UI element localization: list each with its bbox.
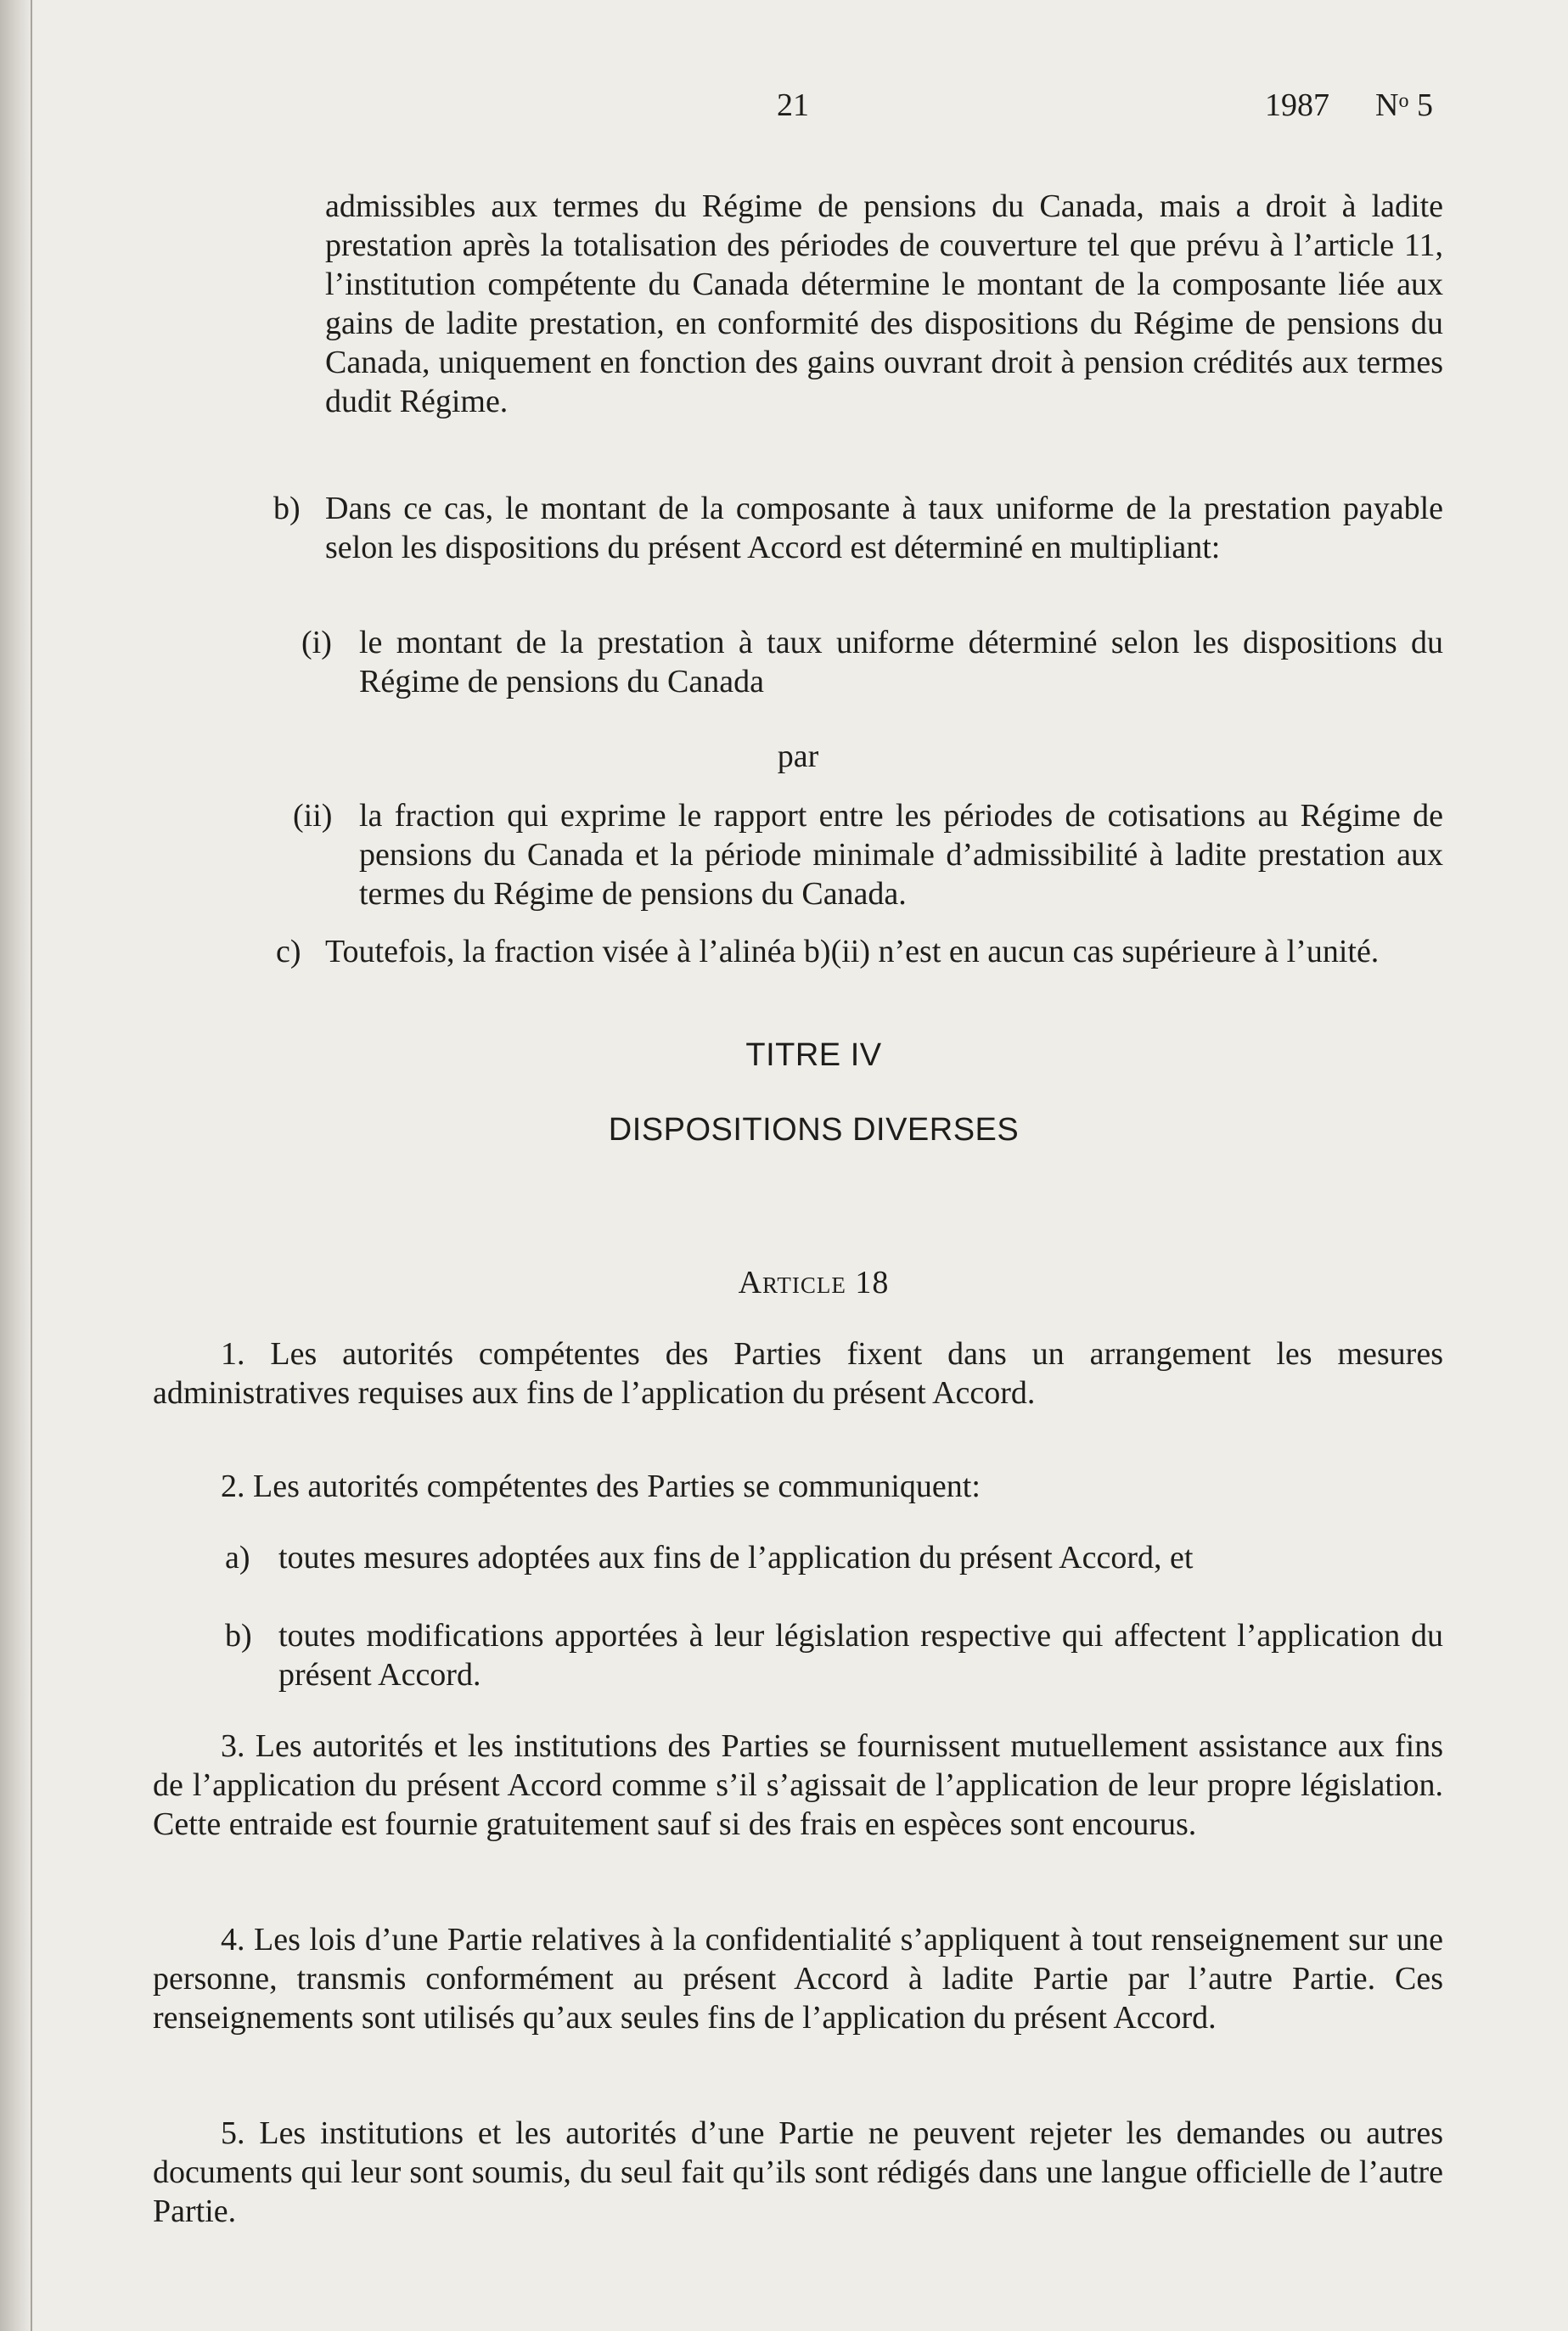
title-subheading: DISPOSITIONS DIVERSES (608, 1112, 1020, 1148)
para2-b-text: toutes modifications apportées à leur législation respective qui affectent l’application du présent Accord. (278, 1618, 1443, 1693)
para2-a-text: toutes mesures adoptées aux fins de l’application du présent Accord, et (278, 1540, 1194, 1576)
paragraph-4: 4. Les lois d’une Partie relatives à la confidentialité s’appliquent à tout renseignement sur une personne, transmis conformément au présent Accord à ladite Partie par l’autre Partie. Ces renseignements sont utilisés qu’aux seules fins de l’application du présent Accord. (153, 1922, 1443, 2036)
header-year: 1987 (1265, 87, 1329, 123)
paragraph-3: 3. Les autorités et les institutions des Parties se fournissent mutuellement assistance aux fins de l’application du présent Accord comme s’il s’agissait de l’application de leur propre législation. Cette entraide est fournie gratuitement sauf si des frais en espèces sont encourus. (153, 1728, 1443, 1842)
sub-i-label: (i) (301, 625, 332, 660)
paragraph-1: 1. Les autorités compétentes des Parties fixent dans un arrangement les mesures administratives requises aux fins de l’application du présent Accord. (153, 1336, 1443, 1411)
paragraph-2: 2. Les autorités compétentes des Parties se communiquent: (221, 1469, 981, 1504)
item-b-text: Dans ce cas, le montant de la composante à taux uniforme de la prestation payable selon les dispositions du présent Accord est déterminé en multipliant: (325, 491, 1443, 565)
article-heading: Article 18 (738, 1265, 890, 1300)
header-issue: $N^o$ 5 (1375, 87, 1433, 123)
para2-a-label: a) (225, 1540, 250, 1576)
page-number: 21 (777, 87, 809, 123)
paragraph-5: 5. Les institutions et les autorités d’une Partie ne peuvent rejeter les demandes ou autres documents qui leur sont soumis, du seul fait qu’ils sont rédigés dans une langue officielle de l’autre Partie. (153, 2115, 1443, 2229)
title-heading: TITRE IV (745, 1037, 882, 1073)
item-c-label: c) (276, 934, 301, 969)
item-c-text: Toutefois, la fraction visée à l’alinéa b)(ii) n’est en aucun cas supérieure à l’unité. (325, 934, 1380, 969)
page-edge-shadow (0, 0, 34, 2331)
item-b-label: b) (273, 491, 301, 526)
par-word: par (777, 739, 819, 774)
page-binding-line (31, 0, 32, 2331)
sub-ii-text: la fraction qui exprime le rapport entre les périodes de cotisations au Régime de pensions du Canada et la période minimale d’admissibilité à ladite prestation aux termes du Régime de pensions du Canada. (359, 798, 1443, 912)
sub-i-text: le montant de la prestation à taux uniforme déterminé selon les dispositions du Régime de pensions du Canada (359, 625, 1443, 699)
continuation-paragraph: admissibles aux termes du Régime de pensions du Canada, mais a droit à ladite prestation après la totalisation des périodes de couverture tel que prévu à l’article 11, l’institution compétente du Canada détermine le montant de la composante liée aux gains de ladite prestation, en conformité des dispositions du Régime de pensions du Canada, uniquement en fonction des gains ouvrant droit à pension crédités aux termes dudit Régime. (325, 188, 1443, 419)
para2-b-label: b) (225, 1618, 252, 1654)
sub-ii-label: (ii) (293, 798, 333, 834)
